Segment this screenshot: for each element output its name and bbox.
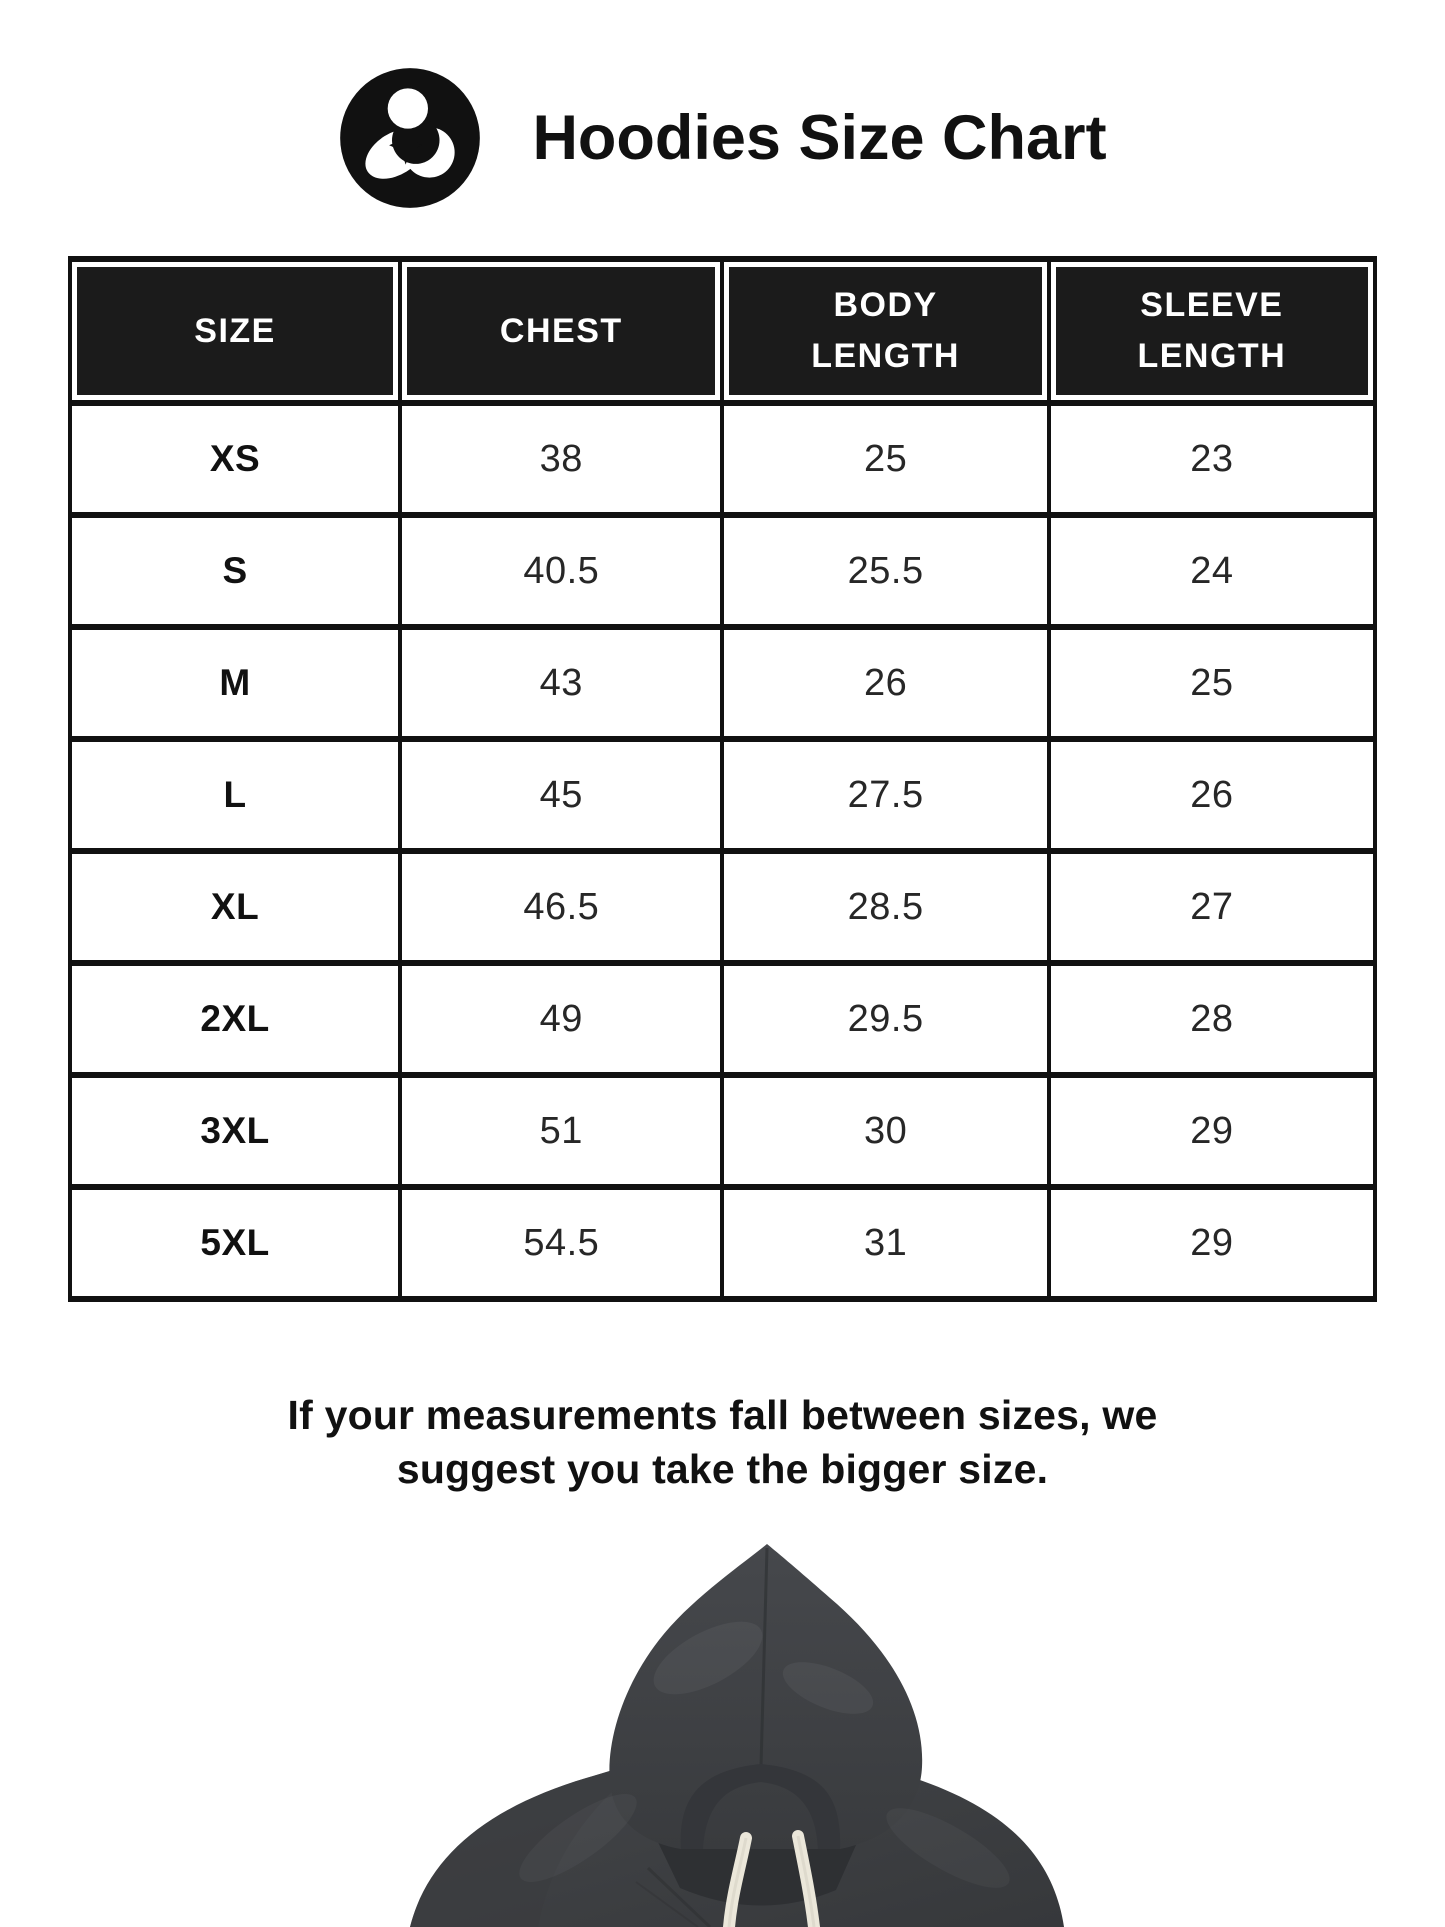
chest-cell: 54.5 [400, 1187, 722, 1299]
size-cell: XL [70, 851, 400, 963]
size-cell: S [70, 515, 400, 627]
size-cell: 2XL [70, 963, 400, 1075]
body-length-cell: 31 [722, 1187, 1048, 1299]
sleeve-length-cell: 23 [1049, 403, 1375, 515]
body-length-cell: 29.5 [722, 963, 1048, 1075]
body-length-cell: 26 [722, 627, 1048, 739]
body-length-cell: 28.5 [722, 851, 1048, 963]
table-row [70, 627, 1375, 739]
table-row [70, 739, 1375, 851]
table-row [70, 851, 1375, 963]
sleeve-length-cell: 26 [1049, 739, 1375, 851]
sizing-note-line1: If your measurements fall between sizes, we [287, 1392, 1158, 1438]
size-table-container [68, 256, 1377, 1302]
size-cell: L [70, 739, 400, 851]
body-length-cell: 30 [722, 1075, 1048, 1187]
chest-cell: 51 [400, 1075, 722, 1187]
body-length-cell: 25 [722, 403, 1048, 515]
table-row [70, 515, 1375, 627]
sleeve-length-cell: 28 [1049, 963, 1375, 1075]
column-header-chest: CHEST [400, 259, 722, 403]
chest-cell: 45 [400, 739, 722, 851]
column-header-sleeve-length: SLEEVE LENGTH [1049, 259, 1375, 403]
chest-cell: 38 [400, 403, 722, 515]
hoodie-image [348, 1538, 1112, 1927]
table-row [70, 963, 1375, 1075]
sleeve-length-cell: 29 [1049, 1187, 1375, 1299]
table-row [70, 403, 1375, 515]
sizing-note-line2: suggest you take the bigger size. [396, 1446, 1049, 1493]
size-cell: 3XL [70, 1075, 400, 1187]
chest-cell: 43 [400, 627, 722, 739]
size-cell: M [70, 627, 400, 739]
sizing-note [0, 1388, 1445, 1496]
size-cell: 5XL [70, 1187, 400, 1299]
sleeve-length-cell: 27 [1049, 851, 1375, 963]
page-title: Hoodies Size Chart [532, 103, 1107, 173]
sleeve-length-cell: 29 [1049, 1075, 1375, 1187]
table-header-row [70, 259, 1375, 403]
table-row [70, 1187, 1375, 1299]
column-header-body-length: BODY LENGTH [722, 259, 1048, 403]
size-cell: XS [70, 403, 400, 515]
chest-cell: 40.5 [400, 515, 722, 627]
mother-holding-baby-icon [338, 66, 482, 210]
body-length-cell: 25.5 [722, 515, 1048, 627]
chest-cell: 49 [400, 963, 722, 1075]
size-table [68, 256, 1377, 1302]
sleeve-length-cell: 25 [1049, 627, 1375, 739]
sleeve-length-cell: 24 [1049, 515, 1375, 627]
page-header [0, 66, 1445, 210]
table-row [70, 1075, 1375, 1187]
body-length-cell: 27.5 [722, 739, 1048, 851]
chest-cell: 46.5 [400, 851, 722, 963]
column-header-size: SIZE [70, 259, 400, 403]
